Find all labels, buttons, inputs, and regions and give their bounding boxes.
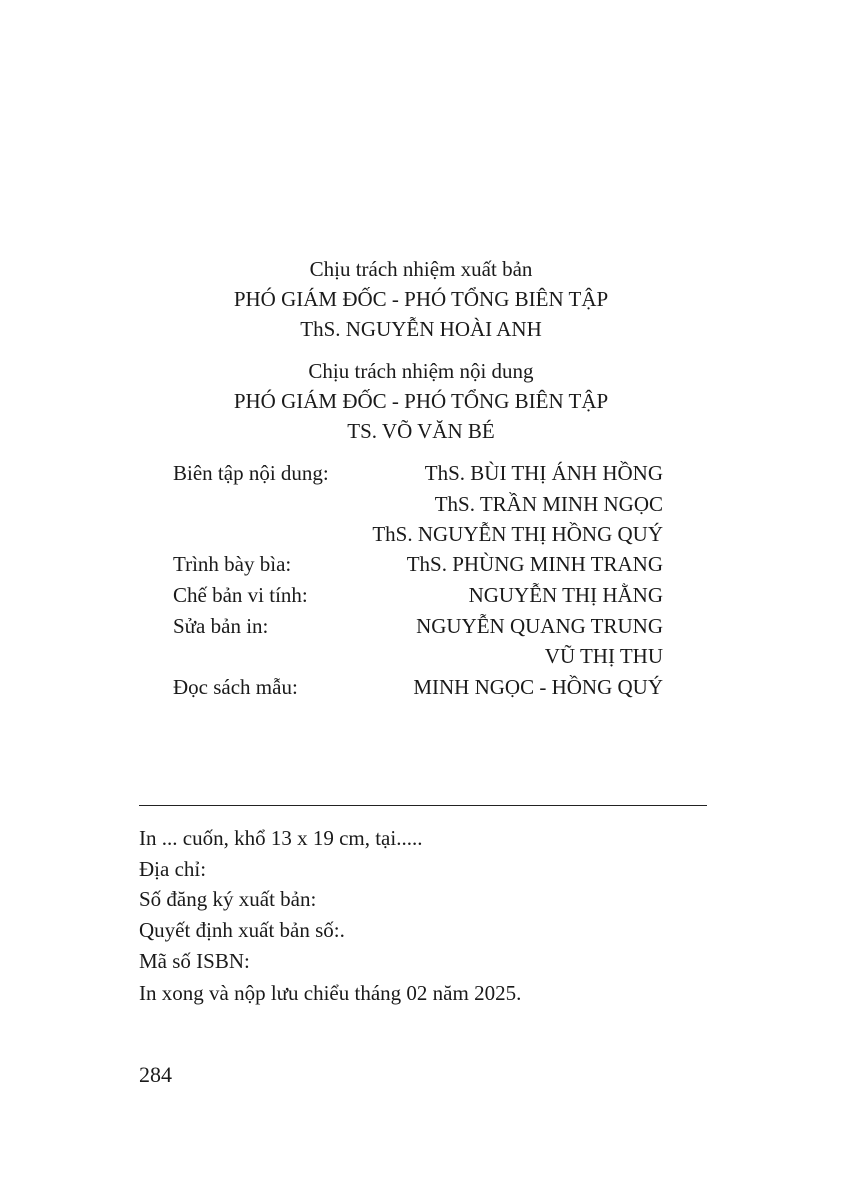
- section-divider: [139, 805, 707, 806]
- isbn-info: Mã số ISBN:: [139, 949, 250, 973]
- typesetter-name: NGUYỄN THỊ HẰNG: [468, 583, 663, 607]
- content-editor-name: ThS. BÙI THỊ ÁNH HỒNG: [424, 461, 663, 485]
- publishing-responsible-position: PHÓ GIÁM ĐỐC - PHÓ TỔNG BIÊN TẬP: [233, 287, 609, 311]
- proofreader-name: VŨ THỊ THU: [544, 644, 663, 668]
- cover-designer-name: ThS. PHÙNG MINH TRANG: [406, 552, 663, 576]
- content-editor-name: ThS. NGUYỄN THỊ HỒNG QUÝ: [372, 522, 663, 546]
- sample-reader-name: MINH NGỌC - HỒNG QUÝ: [413, 675, 663, 699]
- content-editor-label: Biên tập nội dung:: [173, 461, 329, 485]
- page-number: 284: [139, 1062, 172, 1087]
- typesetting-label: Chế bản vi tính:: [173, 583, 308, 607]
- content-editor-name: ThS. TRẦN MINH NGỌC: [434, 492, 663, 516]
- cover-design-label: Trình bày bìa:: [173, 552, 292, 576]
- proofreader-name: NGUYỄN QUANG TRUNG: [416, 614, 663, 638]
- publishing-responsible-title: Chịu trách nhiệm xuất bản: [309, 257, 533, 281]
- content-responsible-title: Chịu trách nhiệm nội dung: [308, 359, 534, 383]
- registration-number-info: Số đăng ký xuất bản:: [139, 887, 317, 911]
- proofreading-label: Sửa bản in:: [173, 614, 269, 638]
- address-info: Địa chỉ:: [139, 857, 207, 881]
- publishing-responsible-name: ThS. NGUYỄN HOÀI ANH: [300, 317, 542, 341]
- decision-number-info: Quyết định xuất bản số:.: [139, 918, 345, 942]
- completion-info: In xong và nộp lưu chiểu tháng 02 năm 2025.: [139, 981, 522, 1005]
- print-run-info: In ... cuốn, khổ 13 x 19 cm, tại.....: [139, 826, 423, 850]
- sample-reading-label: Đọc sách mẫu:: [173, 675, 298, 699]
- content-responsible-position: PHÓ GIÁM ĐỐC - PHÓ TỔNG BIÊN TẬP: [233, 389, 609, 413]
- content-responsible-name: TS. VÕ VĂN BÉ: [347, 419, 495, 443]
